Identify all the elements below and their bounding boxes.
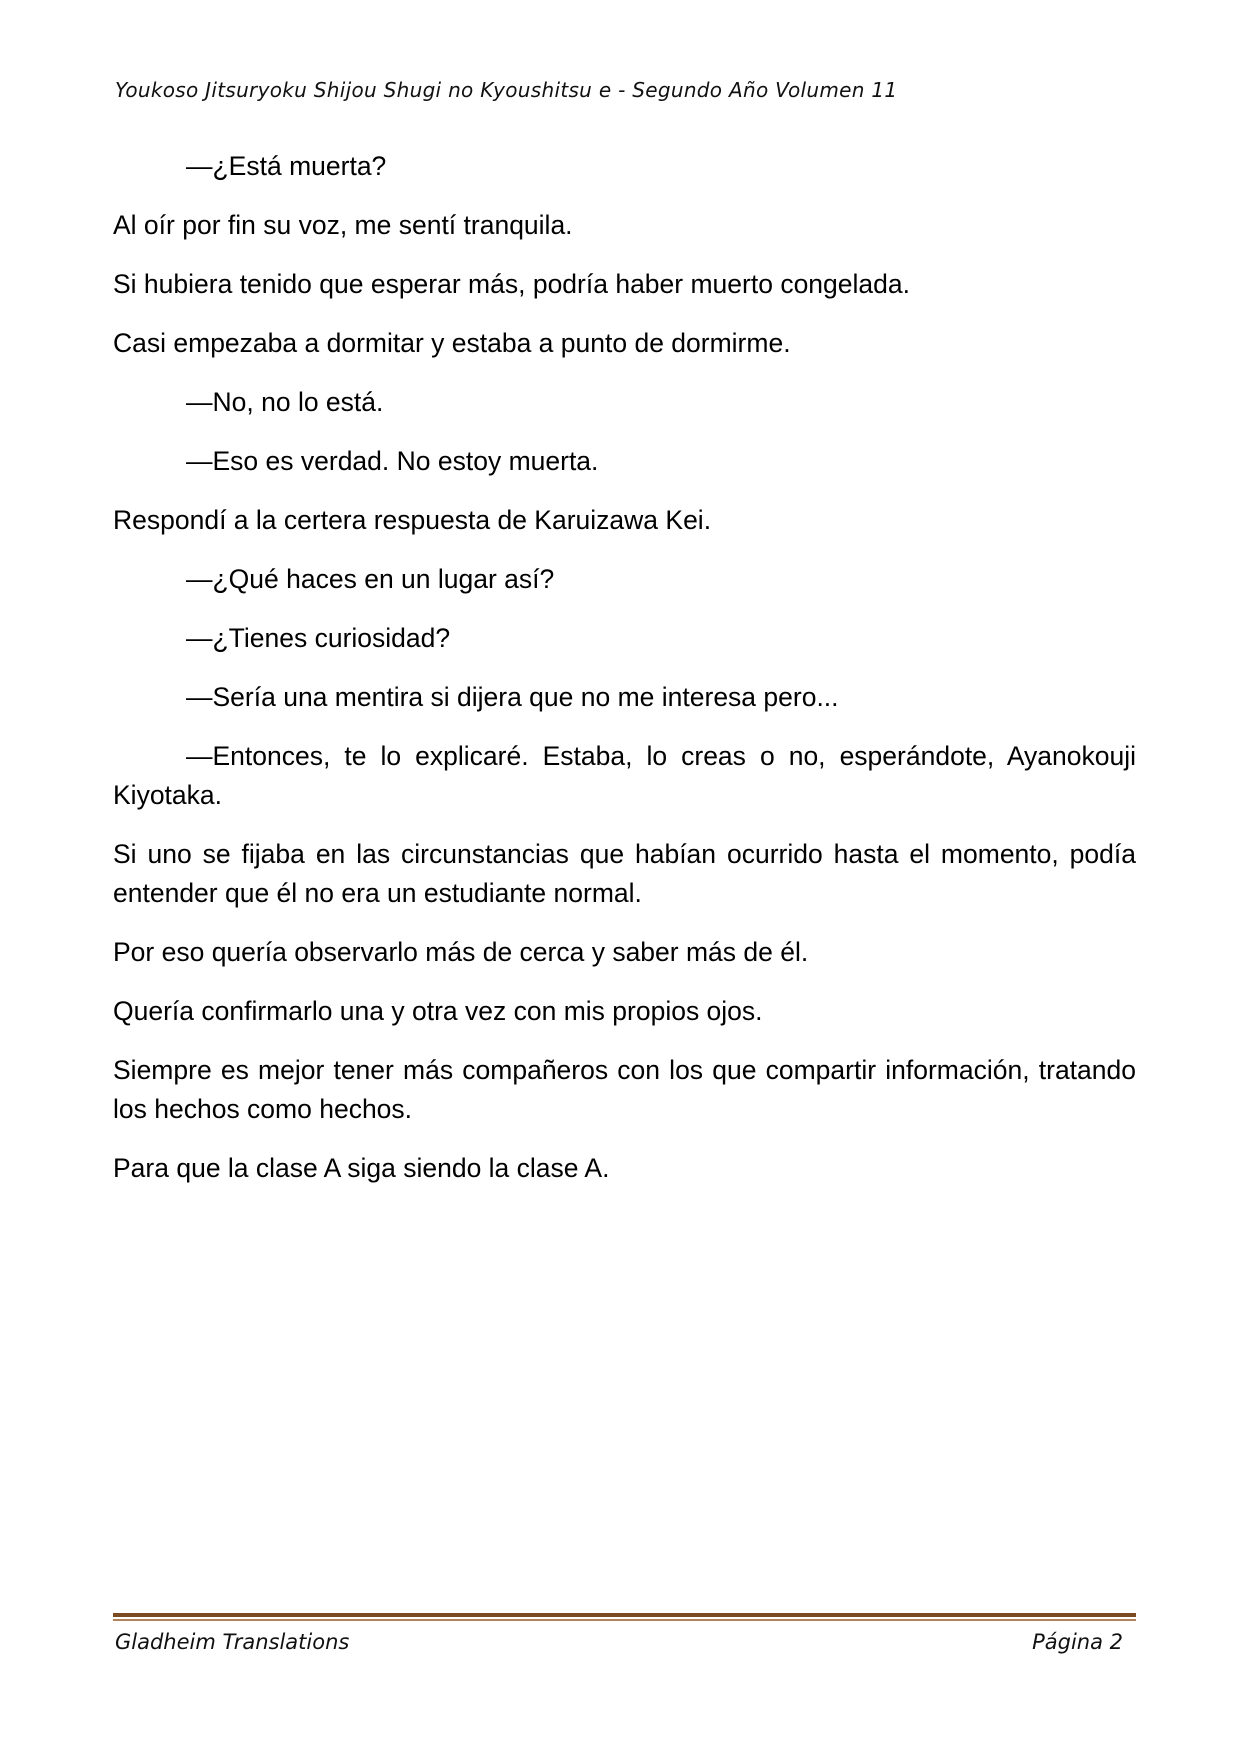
paragraph: Respondí a la certera respuesta de Karuizawa Kei. — [113, 505, 712, 535]
paragraph: Al oír por fin su voz, me sentí tranquila. — [113, 210, 573, 240]
paragraph: —¿Qué haces en un lugar así? — [186, 564, 555, 594]
paragraph: —Sería una mentira si dijera que no me interesa pero... — [186, 682, 839, 712]
paragraph: Casi empezaba a dormitar y estaba a punto de dormirme. — [113, 328, 791, 358]
footer-divider-thick — [113, 1613, 1136, 1617]
running-header: Youkoso Jitsuryoku Shijou Shugi no Kyoushitsu e - Segundo Año Volumen 11 — [115, 78, 898, 102]
page-number: Página 2 — [1032, 1630, 1123, 1654]
paragraph: Si hubiera tenido que esperar más, podría haber muerto congelada. — [113, 269, 910, 299]
paragraph: —¿Tienes curiosidad? — [186, 623, 451, 653]
footer-divider-thin — [113, 1619, 1136, 1621]
paragraph: —No, no lo está. — [186, 387, 384, 417]
paragraph: Quería confirmarlo una y otra vez con mis propios ojos. — [113, 996, 763, 1026]
paragraph: Para que la clase A siga siendo la clase A. — [113, 1153, 610, 1183]
paragraph: Si uno se fijaba en las circunstancias que habían ocurrido hasta el momento, podía entender que él no era un estudiante normal. — [113, 839, 1136, 908]
footer-divider — [113, 1613, 1136, 1621]
page-body — [113, 147, 1136, 1208]
paragraph: Por eso quería observarlo más de cerca y saber más de él. — [113, 937, 809, 967]
paragraph: —Entonces, te lo explicaré. Estaba, lo creas o no, esperándote, Ayanokouji Kiyotaka. — [113, 741, 1136, 810]
paragraph: Siempre es mejor tener más compañeros con los que compartir información, tratando los hechos como hechos. — [113, 1055, 1136, 1124]
paragraph: —¿Está muerta? — [186, 151, 387, 181]
paragraph: —Eso es verdad. No estoy muerta. — [186, 446, 599, 476]
footer-translator: Gladheim Translations — [115, 1630, 350, 1654]
